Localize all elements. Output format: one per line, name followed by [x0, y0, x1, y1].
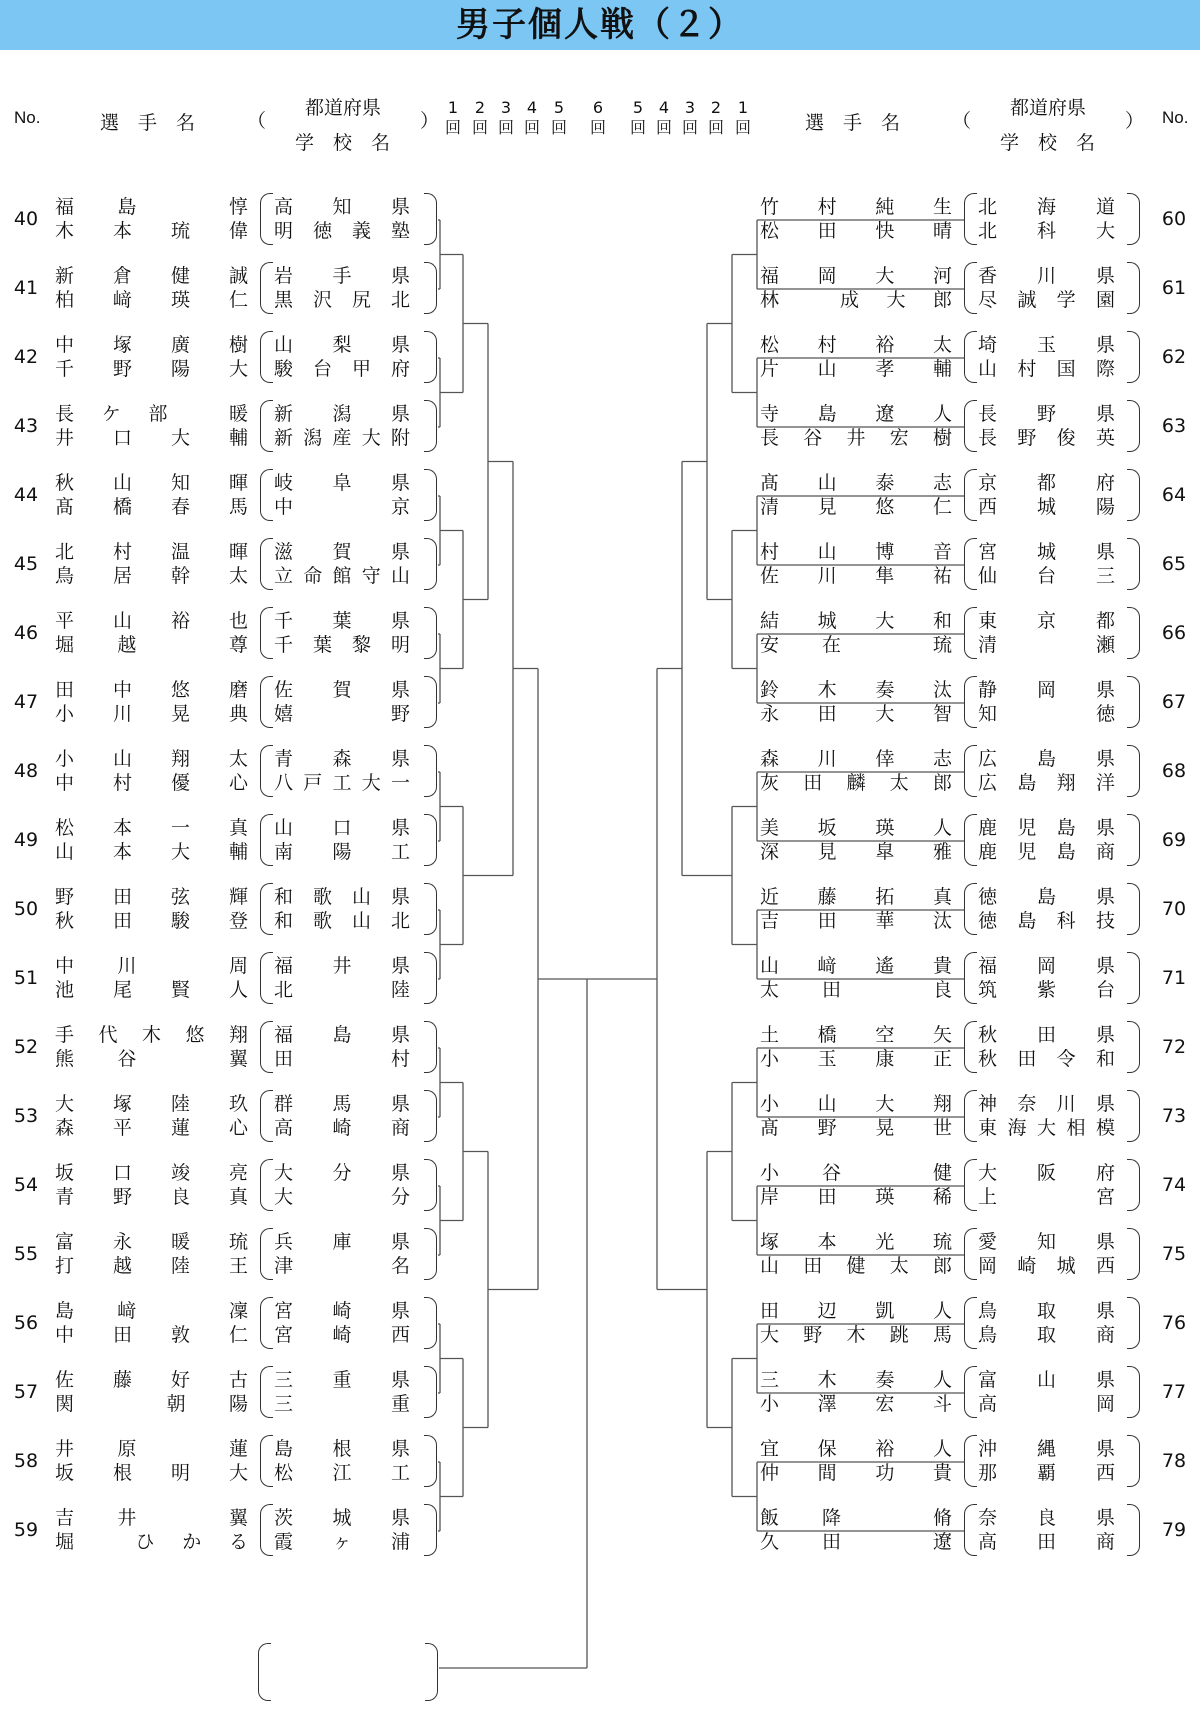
school-77-pref: 富 山 県 [978, 1369, 1115, 1391]
round-left-2-unit: 回 [471, 118, 488, 137]
player-71-1: 山 﨑 遙 貴 [760, 955, 952, 977]
entry-no-74: 74 [1161, 1174, 1187, 1196]
school-62-name: 山 村 国 際 [978, 358, 1115, 380]
school-45-pref: 滋 賀 県 [274, 541, 410, 563]
round-left-4-unit: 回 [523, 118, 540, 137]
entry-no-56: 56 [13, 1312, 39, 1334]
school-71-pref: 福 岡 県 [978, 955, 1115, 977]
player-67-1: 鈴 木 奏 汰 [760, 679, 952, 701]
school-46-pref: 千 葉 県 [274, 610, 410, 632]
header-player-right: 選 手 名 [805, 112, 901, 134]
player-40-2: 木 本 琉 偉 [55, 220, 248, 242]
school-76-pref: 鳥 取 県 [978, 1300, 1115, 1322]
player-65-1: 村 山 博 音 [760, 541, 952, 563]
school-64-name: 西 城 陽 [978, 496, 1115, 518]
player-66-1: 結 城 大 和 [760, 610, 952, 632]
entry-no-55: 55 [13, 1243, 39, 1265]
school-51-pref: 福 井 県 [274, 955, 410, 977]
entry-no-63: 63 [1161, 415, 1187, 437]
entry-no-57: 57 [13, 1381, 39, 1403]
player-72-2: 小 玉 康 正 [760, 1048, 952, 1070]
header-open-paren-left: （ [247, 110, 267, 132]
header-close-paren-right: ） [1125, 110, 1145, 132]
entry-no-50: 50 [13, 898, 39, 920]
entry-no-76: 76 [1161, 1312, 1187, 1334]
player-56-1: 島 﨑 凜 [55, 1300, 248, 1322]
entry-no-44: 44 [13, 484, 39, 506]
player-62-2: 片 山 孝 輔 [760, 358, 952, 380]
school-73-pref: 神 奈 川 県 [978, 1093, 1115, 1115]
school-69-pref: 鹿 児 島 県 [978, 817, 1115, 839]
school-70-pref: 徳 島 県 [978, 886, 1115, 908]
player-78-1: 宜 保 裕 人 [760, 1438, 952, 1460]
school-49-pref: 山 口 県 [274, 817, 410, 839]
school-44-pref: 岐 阜 県 [274, 472, 410, 494]
player-70-2: 吉 田 華 汰 [760, 910, 952, 932]
player-47-2: 小 川 晃 典 [55, 703, 248, 725]
entry-no-61: 61 [1161, 277, 1187, 299]
entry-no-71: 71 [1161, 967, 1187, 989]
entry-no-53: 53 [13, 1105, 39, 1127]
player-47-1: 田 中 悠 磨 [55, 679, 248, 701]
player-48-1: 小 山 翔 太 [55, 748, 248, 770]
school-66-name: 清 瀬 [978, 634, 1115, 656]
school-65-pref: 宮 城 県 [978, 541, 1115, 563]
header-close-paren-left: ） [420, 110, 440, 132]
entry-no-70: 70 [1161, 898, 1187, 920]
school-77-name: 高 岡 [978, 1393, 1115, 1415]
school-74-name: 上 宮 [978, 1186, 1115, 1208]
school-72-name: 秋 田 令 和 [978, 1048, 1115, 1070]
player-76-1: 田 辺 凱 人 [760, 1300, 952, 1322]
player-54-2: 青 野 良 真 [55, 1186, 248, 1208]
school-54-name: 大 分 [274, 1186, 410, 1208]
entry-no-42: 42 [13, 346, 39, 368]
player-75-1: 塚 本 光 琉 [760, 1231, 952, 1253]
school-48-name: 八 戸 工 大 一 [274, 772, 410, 794]
player-58-1: 井 原 蓮 [55, 1438, 248, 1460]
player-70-1: 近 藤 拓 真 [760, 886, 952, 908]
entry-no-46: 46 [13, 622, 39, 644]
player-77-2: 小 澤 宏 斗 [760, 1393, 952, 1415]
round-right-3-unit: 回 [681, 118, 698, 137]
school-55-name: 津 名 [274, 1255, 410, 1277]
round-left-2-num: 2 [474, 98, 486, 117]
entry-no-72: 72 [1161, 1036, 1187, 1058]
school-69-name: 鹿 児 島 商 [978, 841, 1115, 863]
school-78-pref: 沖 縄 県 [978, 1438, 1115, 1460]
player-53-2: 森 平 蓮 心 [55, 1117, 248, 1139]
school-52-pref: 福 島 県 [274, 1024, 410, 1046]
entry-no-67: 67 [1161, 691, 1187, 713]
player-59-2: 堀 ひ か る [55, 1531, 248, 1553]
player-44-2: 髙 橋 春 馬 [55, 496, 248, 518]
player-44-1: 秋 山 知 暉 [55, 472, 248, 494]
entry-no-64: 64 [1161, 484, 1187, 506]
school-44-name: 中 京 [274, 496, 410, 518]
round-right-1-num: 1 [737, 98, 749, 117]
header-pref-left: 都道府県 [305, 97, 382, 119]
school-73-name: 東 海 大 相 模 [978, 1117, 1115, 1139]
player-68-1: 森 川 倖 志 [760, 748, 952, 770]
round-left-5-num: 5 [553, 98, 565, 117]
school-75-name: 岡 崎 城 西 [978, 1255, 1115, 1277]
school-53-name: 高 崎 商 [274, 1117, 410, 1139]
school-43-name: 新 潟 産 大 附 [274, 427, 410, 449]
school-66-pref: 東 京 都 [978, 610, 1115, 632]
player-73-1: 小 山 大 翔 [760, 1093, 952, 1115]
school-42-pref: 山 梨 県 [274, 334, 410, 356]
school-61-pref: 香 川 県 [978, 265, 1115, 287]
entry-no-62: 62 [1161, 346, 1187, 368]
round-left-3-num: 3 [500, 98, 512, 117]
school-56-name: 宮 崎 西 [274, 1324, 410, 1346]
school-60-name: 北 科 大 [978, 220, 1115, 242]
school-76-name: 鳥 取 商 [978, 1324, 1115, 1346]
page-title: 男子個人戦（２） [456, 5, 744, 45]
player-57-2: 関 朝 陽 [55, 1393, 248, 1415]
player-62-1: 松 村 裕 太 [760, 334, 952, 356]
player-63-2: 長 谷 井 宏 樹 [760, 427, 952, 449]
player-50-2: 秋 田 駿 登 [55, 910, 248, 932]
school-54-pref: 大 分 県 [274, 1162, 410, 1184]
school-79-name: 高 田 商 [978, 1531, 1115, 1553]
entry-no-47: 47 [13, 691, 39, 713]
school-70-name: 徳 島 科 技 [978, 910, 1115, 932]
school-68-pref: 広 島 県 [978, 748, 1115, 770]
player-61-1: 福 岡 大 河 [760, 265, 952, 287]
player-64-1: 髙 山 泰 志 [760, 472, 952, 494]
player-66-2: 安 在 琉 [760, 634, 952, 656]
player-71-2: 太 田 良 [760, 979, 952, 1001]
entry-no-60: 60 [1161, 208, 1187, 230]
school-41-pref: 岩 手 県 [274, 265, 410, 287]
player-45-1: 北 村 温 暉 [55, 541, 248, 563]
school-78-name: 那 覇 西 [978, 1462, 1115, 1484]
round-right-5-num: 5 [632, 98, 644, 117]
school-57-pref: 三 重 県 [274, 1369, 410, 1391]
player-50-1: 野 田 弦 輝 [55, 886, 248, 908]
school-40-pref: 高 知 県 [274, 196, 410, 218]
entry-no-41: 41 [13, 277, 39, 299]
round-right-4-unit: 回 [655, 118, 672, 137]
player-40-1: 福 島 惇 [55, 196, 248, 218]
round-right-1-unit: 回 [734, 118, 751, 137]
round-left-1-num: 1 [447, 98, 459, 117]
round-center-6-num: 6 [592, 98, 604, 117]
entry-no-69: 69 [1161, 829, 1187, 851]
player-67-2: 永 田 大 智 [760, 703, 952, 725]
school-79-pref: 奈 良 県 [978, 1507, 1115, 1529]
player-75-2: 山 田 健 太 郎 [760, 1255, 952, 1277]
round-right-2-num: 2 [710, 98, 722, 117]
entry-no-49: 49 [13, 829, 39, 851]
entry-no-73: 73 [1161, 1105, 1187, 1127]
entry-no-77: 77 [1161, 1381, 1187, 1403]
school-67-pref: 静 岡 県 [978, 679, 1115, 701]
school-55-pref: 兵 庫 県 [274, 1231, 410, 1253]
entry-no-40: 40 [13, 208, 39, 230]
player-41-2: 柏 﨑 瑛 仁 [55, 289, 248, 311]
school-75-pref: 愛 知 県 [978, 1231, 1115, 1253]
school-42-name: 駿 台 甲 府 [274, 358, 410, 380]
header-no-left: No. [14, 108, 41, 127]
entry-no-68: 68 [1161, 760, 1187, 782]
school-64-pref: 京 都 府 [978, 472, 1115, 494]
player-51-1: 中 川 周 [55, 955, 248, 977]
entry-no-52: 52 [13, 1036, 39, 1058]
school-63-pref: 長 野 県 [978, 403, 1115, 425]
entry-no-51: 51 [13, 967, 39, 989]
entry-no-66: 66 [1161, 622, 1187, 644]
round-left-3-unit: 回 [497, 118, 514, 137]
school-45-name: 立 命 館 守 山 [274, 565, 410, 587]
player-77-1: 三 木 奏 人 [760, 1369, 952, 1391]
player-49-2: 山 本 大 輔 [55, 841, 248, 863]
entry-no-79: 79 [1161, 1519, 1187, 1541]
header-player-left: 選 手 名 [100, 112, 196, 134]
school-51-name: 北 陸 [274, 979, 410, 1001]
round-left-5-unit: 回 [550, 118, 567, 137]
player-69-2: 深 見 皐 雅 [760, 841, 952, 863]
player-55-1: 富 永 暖 琉 [55, 1231, 248, 1253]
school-43-pref: 新 潟 県 [274, 403, 410, 425]
player-56-2: 中 田 敦 仁 [55, 1324, 248, 1346]
player-45-2: 鳥 居 幹 太 [55, 565, 248, 587]
school-72-pref: 秋 田 県 [978, 1024, 1115, 1046]
header-school-right: 学 校 名 [1000, 132, 1096, 154]
player-43-2: 井 口 大 輔 [55, 427, 248, 449]
entry-no-78: 78 [1161, 1450, 1187, 1472]
player-59-1: 吉 井 翼 [55, 1507, 248, 1529]
entry-no-59: 59 [13, 1519, 39, 1541]
player-65-2: 佐 川 隼 祐 [760, 565, 952, 587]
school-61-name: 尽 誠 学 園 [978, 289, 1115, 311]
round-right-4-num: 4 [658, 98, 670, 117]
school-49-name: 南 陽 工 [274, 841, 410, 863]
school-58-name: 松 江 工 [274, 1462, 410, 1484]
school-58-pref: 島 根 県 [274, 1438, 410, 1460]
school-48-pref: 青 森 県 [274, 748, 410, 770]
school-62-pref: 埼 玉 県 [978, 334, 1115, 356]
player-79-2: 久 田 遼 [760, 1531, 952, 1553]
player-41-1: 新 倉 健 誠 [55, 265, 248, 287]
player-73-2: 髙 野 晃 世 [760, 1117, 952, 1139]
player-74-2: 岸 田 瑛 稀 [760, 1186, 952, 1208]
header-pref-right: 都道府県 [1010, 97, 1087, 119]
player-58-2: 坂 根 明 大 [55, 1462, 248, 1484]
school-59-pref: 茨 城 県 [274, 1507, 410, 1529]
player-43-1: 長 ケ 部 暖 [55, 403, 248, 425]
player-76-2: 大 野 木 跳 馬 [760, 1324, 952, 1346]
player-54-1: 坂 口 竣 亮 [55, 1162, 248, 1184]
player-72-1: 土 橋 空 矢 [760, 1024, 952, 1046]
school-67-name: 知 徳 [978, 703, 1115, 725]
player-63-1: 寺 島 遼 人 [760, 403, 952, 425]
player-60-1: 竹 村 純 生 [760, 196, 952, 218]
school-57-name: 三 重 [274, 1393, 410, 1415]
round-left-4-num: 4 [526, 98, 538, 117]
school-41-name: 黒 沢 尻 北 [274, 289, 410, 311]
round-center-6-unit: 回 [589, 118, 606, 137]
entry-no-48: 48 [13, 760, 39, 782]
school-50-pref: 和 歌 山 県 [274, 886, 410, 908]
player-69-1: 美 坂 瑛 人 [760, 817, 952, 839]
player-51-2: 池 尾 賢 人 [55, 979, 248, 1001]
player-78-2: 仲 間 功 貴 [760, 1462, 952, 1484]
school-68-name: 広 島 翔 洋 [978, 772, 1115, 794]
player-49-1: 松 本 一 真 [55, 817, 248, 839]
school-74-pref: 大 阪 府 [978, 1162, 1115, 1184]
school-71-name: 筑 紫 台 [978, 979, 1115, 1001]
school-60-pref: 北 海 道 [978, 196, 1115, 218]
round-right-3-num: 3 [684, 98, 696, 117]
school-65-name: 仙 台 三 [978, 565, 1115, 587]
player-52-2: 熊 谷 翼 [55, 1048, 248, 1070]
player-48-2: 中 村 優 心 [55, 772, 248, 794]
entry-no-75: 75 [1161, 1243, 1187, 1265]
round-left-1-unit: 回 [444, 118, 461, 137]
entry-no-54: 54 [13, 1174, 39, 1196]
school-63-name: 長 野 俊 英 [978, 427, 1115, 449]
school-40-name: 明 徳 義 塾 [274, 220, 410, 242]
school-46-name: 千 葉 黎 明 [274, 634, 410, 656]
header-no-right: No. [1162, 108, 1189, 127]
player-46-1: 平 山 裕 也 [55, 610, 248, 632]
round-right-2-unit: 回 [707, 118, 724, 137]
player-55-2: 打 越 陸 王 [55, 1255, 248, 1277]
player-52-1: 手 代 木 悠 翔 [55, 1024, 248, 1046]
player-57-1: 佐 藤 好 古 [55, 1369, 248, 1391]
player-42-2: 千 野 陽 大 [55, 358, 248, 380]
player-79-1: 飯 降 脩 [760, 1507, 952, 1529]
header-school-left: 学 校 名 [295, 132, 391, 154]
player-68-2: 灰 田 麟 太 郎 [760, 772, 952, 794]
round-right-5-unit: 回 [629, 118, 646, 137]
player-53-1: 大 塚 陸 玖 [55, 1093, 248, 1115]
school-52-name: 田 村 [274, 1048, 410, 1070]
school-47-pref: 佐 賀 県 [274, 679, 410, 701]
school-47-name: 嬉 野 [274, 703, 410, 725]
player-64-2: 清 見 悠 仁 [760, 496, 952, 518]
player-61-2: 林 成 大 郎 [760, 289, 952, 311]
entry-no-65: 65 [1161, 553, 1187, 575]
entry-no-45: 45 [13, 553, 39, 575]
school-59-name: 霞 ヶ 浦 [274, 1531, 410, 1553]
entry-no-58: 58 [13, 1450, 39, 1472]
entry-no-43: 43 [13, 415, 39, 437]
player-46-2: 堀 越 尊 [55, 634, 248, 656]
player-60-2: 松 田 快 晴 [760, 220, 952, 242]
player-42-1: 中 塚 廣 樹 [55, 334, 248, 356]
school-56-pref: 宮 崎 県 [274, 1300, 410, 1322]
player-74-1: 小 谷 健 [760, 1162, 952, 1184]
header-open-paren-right: （ [952, 110, 972, 132]
school-50-name: 和 歌 山 北 [274, 910, 410, 932]
school-53-pref: 群 馬 県 [274, 1093, 410, 1115]
